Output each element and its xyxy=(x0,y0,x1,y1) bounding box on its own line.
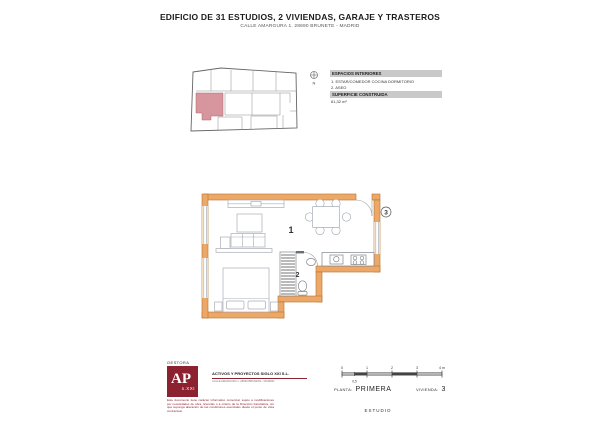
wall xyxy=(316,266,380,272)
window xyxy=(202,258,207,298)
scale-tick-0: 0 xyxy=(341,366,343,370)
dining-set xyxy=(305,199,350,234)
main-room-label: 1 xyxy=(288,225,294,235)
nightstand xyxy=(215,302,223,311)
shelf xyxy=(216,249,272,253)
logo-ap-text: AP xyxy=(171,371,191,387)
legend-header-espacios: ESPACIOS INTERIORES xyxy=(330,70,442,77)
scale-tick-2: 2 xyxy=(391,366,393,370)
bath-label: 2 xyxy=(295,272,300,279)
bath-partition-wall xyxy=(296,251,304,253)
dining-table xyxy=(313,207,340,228)
scale-tick-1: 1 xyxy=(366,366,368,370)
entrance-label: 3 xyxy=(384,209,388,217)
legend-panel xyxy=(330,70,442,104)
floor-plan xyxy=(193,178,402,337)
coffee-table xyxy=(237,214,262,232)
legend-item-1: 1. ESTAR/COMEDOR COCINA DORMITORIO xyxy=(331,78,414,84)
entrance-number-badge xyxy=(381,207,391,217)
vivienda-label: VIVIENDA: xyxy=(416,387,439,392)
wall xyxy=(204,194,356,200)
gestora-section-label: GESTORA xyxy=(167,360,190,365)
legal-disclaimer: Este documento tiene carácter informativo comercial, sujeto a modificaciones por necesidades de obra, licencias o a criterio de la Dirección Facultativa, sin que suponga alteración de las condiciones esenciales desde el punto de vista contractual. xyxy=(167,398,274,413)
north-label: N xyxy=(312,80,316,86)
company-divider xyxy=(212,378,307,379)
scale-tick-4: 4 m xyxy=(439,366,445,370)
legend-item-2: 2. ASEO xyxy=(331,84,347,90)
nightstand xyxy=(271,302,279,311)
bed xyxy=(223,268,269,312)
planta-caption xyxy=(334,386,392,393)
surface-value: 61,32 m² xyxy=(331,99,347,104)
side-table xyxy=(221,237,231,249)
window xyxy=(202,206,207,244)
shaft-hatch xyxy=(280,252,296,296)
scale-bar xyxy=(333,364,448,388)
planta-value: PRIMERA xyxy=(355,386,392,393)
legend-header-superficie: SUPERFICIE CONSTRUIDA xyxy=(330,91,442,98)
wall xyxy=(202,312,284,318)
company-block xyxy=(212,371,307,383)
kitchen-counter xyxy=(322,253,374,267)
wardrobe xyxy=(228,200,284,208)
kitchen-sink-icon xyxy=(330,255,343,264)
window xyxy=(374,222,379,254)
entrance-door-arc xyxy=(356,200,372,216)
wall xyxy=(278,296,322,302)
company-address: CALLE AMARGURA 1. 28690 BRUNETE - MADRID xyxy=(212,379,275,383)
vivienda-caption xyxy=(416,386,446,393)
hob-icon xyxy=(351,255,366,265)
planta-label: PLANTA: xyxy=(334,387,353,392)
page-subtitle: CALLE AMARGURA 1. 28690 BRUNETE - MADRID xyxy=(240,24,360,29)
wall xyxy=(372,194,380,200)
vivienda-value: 3 xyxy=(441,386,446,393)
sink xyxy=(307,258,316,265)
pillow xyxy=(248,301,266,309)
toilet xyxy=(298,281,307,295)
unit-type-label: ESTUDIO xyxy=(364,408,392,413)
sofa xyxy=(231,234,265,248)
scale-half-label: 0,5 xyxy=(352,379,357,384)
company-logo xyxy=(167,366,198,397)
page-title: EDIFICIO DE 31 ESTUDIOS, 2 VIVIENDAS, GARAJE Y TRASTEROS xyxy=(159,12,441,22)
chair xyxy=(342,213,350,221)
key-plan xyxy=(183,63,323,138)
scale-tick-3: 3 xyxy=(416,366,418,370)
logo-sub-text: s.XXI xyxy=(181,386,195,391)
north-arrow-icon xyxy=(311,72,318,86)
pillow xyxy=(227,301,245,309)
company-name: ACTIVOS Y PROYECTOS SIGLO XXI S.L. xyxy=(212,371,290,376)
